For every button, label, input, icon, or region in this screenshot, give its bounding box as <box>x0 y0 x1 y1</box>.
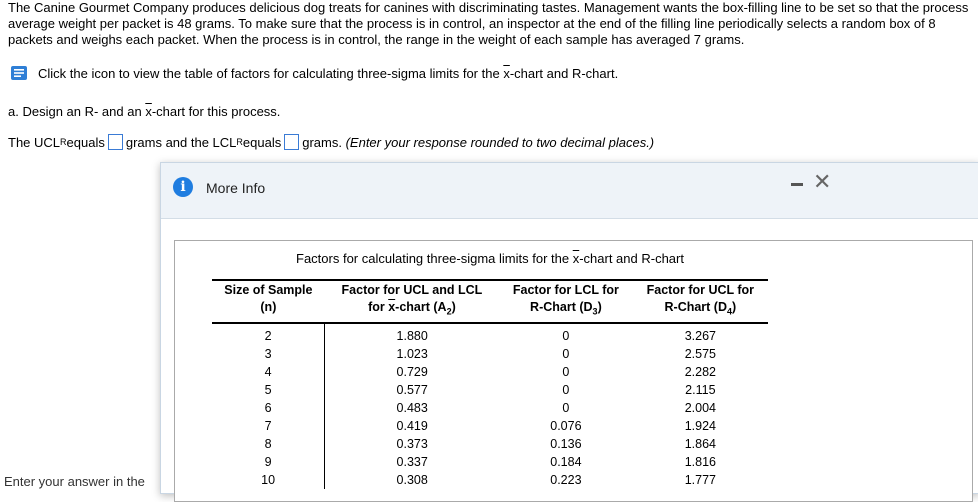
factor-table-panel <box>174 240 973 502</box>
col-header-d4: Factor for UCL for R-Chart $(D_4)$ <box>633 280 768 323</box>
table-row: 5 0.577 0 2.115 <box>212 381 768 399</box>
dialog-title: More Info <box>206 180 266 196</box>
enter-answer-text: Enter your answer in the <box>4 474 145 489</box>
table-row: 4 0.729 0 2.282 <box>212 363 768 381</box>
col-header-d3: Factor for LCL for R-Chart $(D_3)$ <box>499 280 633 323</box>
factors-table <box>212 279 768 489</box>
ucl-answer-input[interactable] <box>108 134 123 150</box>
col-header-n: Size of Sample (n) <box>212 280 325 323</box>
info-icon: i <box>173 177 193 197</box>
table-row: 6 0.483 0 2.004 <box>212 399 768 417</box>
table-row: 7 0.419 0.076 1.924 <box>212 417 768 435</box>
book-icon[interactable] <box>10 65 28 81</box>
table-row: 9 0.337 0.184 1.816 <box>212 453 768 471</box>
problem-statement: The Canine Gourmet Company produces delicious dog treats for canines with discriminating tastes. Management wants the box-filling line to be set so that the process average weight per packet is 48 grams. To make sure that the process is in control, an inspector at the end of the filling line periodically selects a random box of 8 packets and weighs each packet. When the process is in control, the range in the weight of each sample has averaged 7 grams. <box>8 0 969 47</box>
table-row: 10 0.308 0.223 1.777 <box>212 471 768 489</box>
dialog-header <box>161 163 978 219</box>
close-icon[interactable]: ✕ <box>813 169 832 194</box>
hint-row <box>10 65 618 81</box>
table-row: 2 1.880 0 3.267 <box>212 323 768 345</box>
col-header-a2: Factor for UCL and LCL for $\overline{x}$-chart $(A_2)$ <box>325 280 499 323</box>
hint-text: Click the icon to view the table of factors for calculating three-sigma limits for the $\overline{x}$-chart and R-chart. <box>38 65 619 81</box>
table-caption: Factors for calculating three-sigma limits for the $\overline{x}$-chart and R-chart <box>296 251 684 266</box>
minimize-icon[interactable] <box>791 183 803 186</box>
table-row: 8 0.373 0.136 1.864 <box>212 435 768 453</box>
more-info-dialog <box>160 162 978 494</box>
lcl-answer-input[interactable] <box>284 134 299 150</box>
part-a-heading: a. Design an R- and an $\overline{x}$-chart for this process. <box>8 104 281 119</box>
table-row: 3 1.023 0 2.575 <box>212 345 768 363</box>
ucl-lcl-question: The UCL R equals grams and the LCL R equals grams. (Enter your response rounded to two decimal places.) <box>8 134 655 150</box>
